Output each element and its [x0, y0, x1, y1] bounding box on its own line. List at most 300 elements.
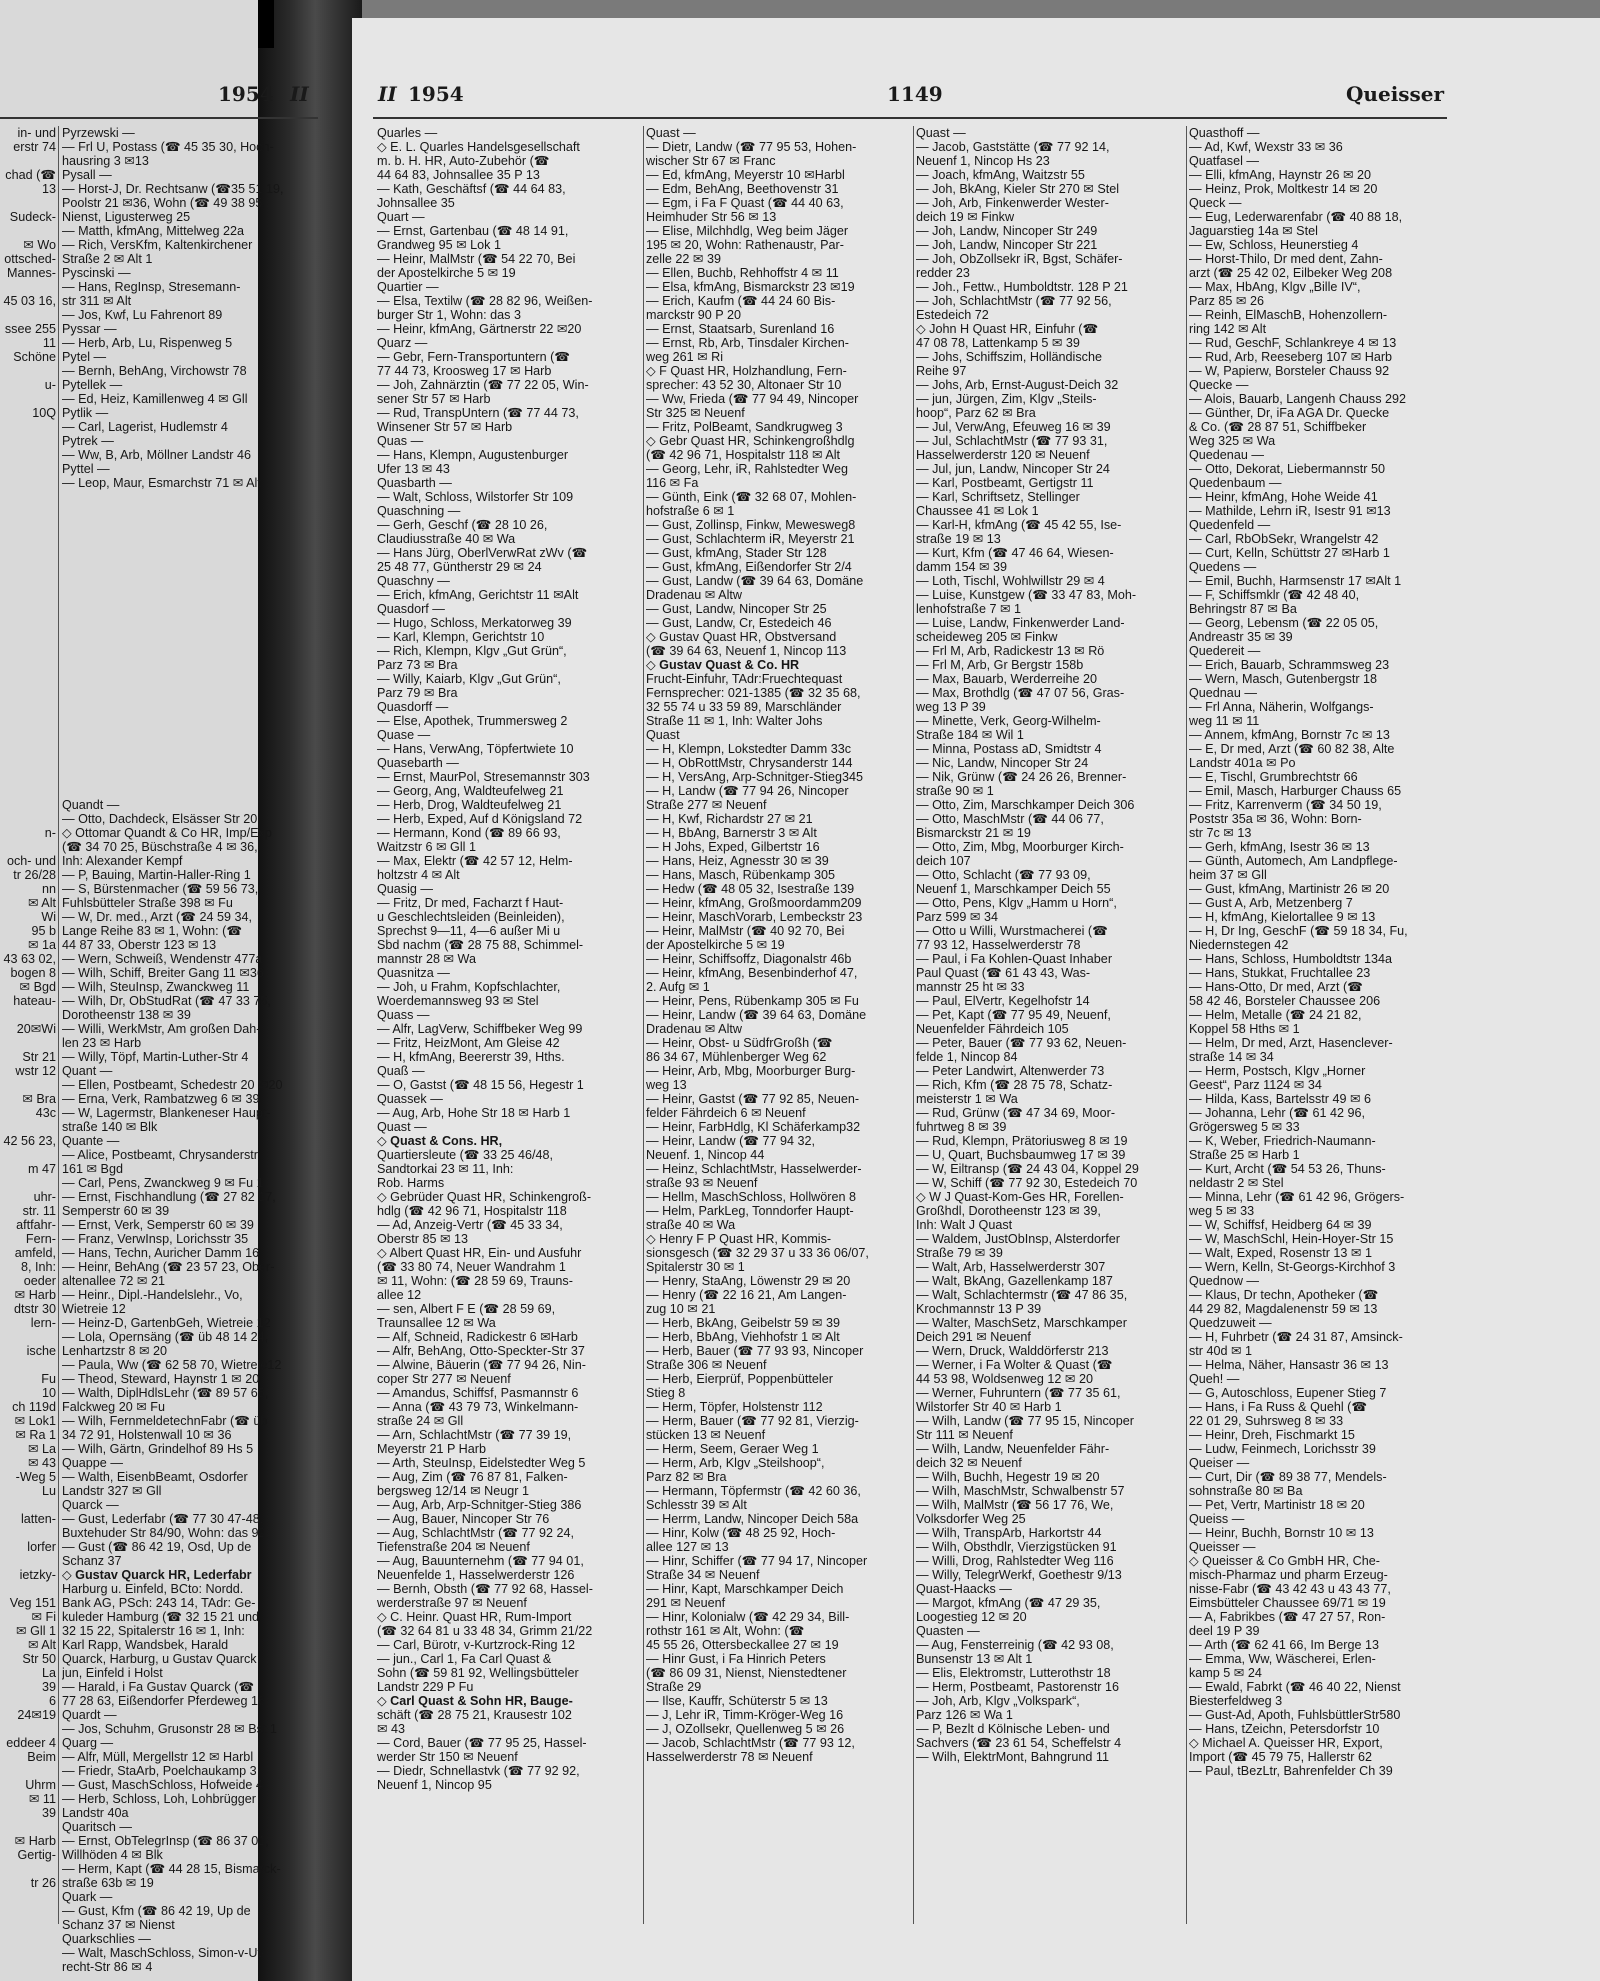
margin-fragment: 10Q [32, 406, 56, 420]
margin-fragment: 8, Inh: [20, 1260, 56, 1274]
directory-entry: 32 15 22, Spitalerstr 16 ✉ 1, Inh: [62, 1624, 245, 1638]
directory-entry: ◇ E. L. Quarles Handelsgesellschaft [377, 140, 580, 154]
directory-entry: Spitalerstr 30 ✉ 1 [646, 1260, 745, 1274]
directory-entry: (☎ 33 80 74, Neuer Wandrahm 1 [377, 1260, 566, 1274]
directory-entry: — Peter Landwirt, Altenwerder 73 [916, 1064, 1105, 1078]
directory-entry: Straße 79 ✉ 39 [916, 1246, 1003, 1260]
directory-entry: — Hedw (☎ 48 05 32, Isestraße 139 [646, 882, 855, 896]
directory-entry: — W, Schiffsf, Heidberg 64 ✉ 39 [1189, 1218, 1372, 1232]
directory-entry [62, 574, 320, 588]
directory-entry: — Fritz, Dr med, Facharzt f Haut- [377, 896, 564, 910]
directory-entry: — Gust, MaschSchloss, Hofweide 4 [62, 1778, 263, 1792]
margin-fragment [0, 1554, 56, 1568]
directory-entry: — Ww, B, Arb, Möllner Landstr 46 [62, 448, 251, 462]
directory-entry: — Heinz, SchlachtMstr, Hasselwerder- [646, 1162, 862, 1176]
directory-entry: — Rud, GeschF, Schlankreye 4 ✉ 13 [1189, 336, 1397, 350]
surname-heading: Quappe — [62, 1456, 123, 1470]
directory-entry: ◇ Gebr Quast HR, Schinkengroßhdlg [646, 434, 855, 448]
directory-entry: — Ellen, Buchb, Rehhoffstr 4 ✉ 11 [646, 266, 839, 280]
directory-entry: — H, Kwf, Richardstr 27 ✉ 21 [646, 812, 813, 826]
directory-entry: — Rich, VersKfm, Kaltenkirchener [62, 238, 253, 252]
directory-entry: Wietreie 12 [62, 1302, 126, 1316]
directory-entry: hausring 3 ✉13 [62, 154, 149, 168]
directory-entry: deel 19 P 39 [1189, 1624, 1260, 1638]
directory-entry: Chaussee 41 ✉ Lok 1 [916, 504, 1039, 518]
margin-fragment: str. 11 [22, 1204, 56, 1218]
directory-entry: — Margot, kfmAng (☎ 47 29 35, [916, 1596, 1101, 1610]
directory-entry: Straße 29 [646, 1680, 702, 1694]
directory-entry: mannstr 25 ht ✉ 33 [916, 980, 1025, 994]
surname-heading: Quartier — [377, 280, 439, 294]
directory-entry: (☎ 32 64 81 u 33 48 34, Grimm 21/22 [377, 1624, 593, 1638]
directory-entry: — Ilse, Kauffr, Schüterstr 5 ✉ 13 [646, 1694, 828, 1708]
directory-entry: — Herm, Postsch, Klgv „Horner [1189, 1064, 1366, 1078]
directory-entry: — Rich, Kfm (☎ 28 75 78, Schatz- [916, 1078, 1113, 1092]
directory-entry: — Erich, Kaufm (☎ 44 24 60 Bis- [646, 294, 836, 308]
directory-entry: felder Fährdeich 6 ✉ Neuenf [646, 1106, 806, 1120]
margin-fragment: ✉ Lok1 [14, 1414, 56, 1428]
directory-entry: — Hans, Heiz, Agnesstr 30 ✉ 39 [646, 854, 829, 868]
directory-entry: — Gust, Schlachterm iR, Meyerstr 21 [646, 532, 855, 546]
directory-entry: — Hans, Klempn, Augustenburger [377, 448, 569, 462]
directory-entry: — Herm, Arb, Klgv „Steilshoop“, [646, 1456, 825, 1470]
directory-entry: — Gust, kfmAng, Stader Str 128 [646, 546, 827, 560]
directory-entry: Bunsenstr 13 ✉ Alt 1 [916, 1652, 1033, 1666]
directory-entry: — Jos, Schuhm, Grusonstr 28 ✉ Bst 1 [62, 1722, 277, 1736]
directory-entry: Poolstr 21 ✉36, Wohn (☎ 49 38 95, [62, 196, 266, 210]
surname-heading: Quatfasel — [1189, 154, 1259, 168]
directory-entry: sohnstraße 80 ✉ Ba [1189, 1484, 1303, 1498]
margin-fragment [0, 1582, 56, 1596]
margin-fragment: ietzky- [19, 1568, 56, 1582]
margin-fragment: Str 21 [22, 1050, 56, 1064]
directory-entry: — Herm, Bauer (☎ 77 92 81, Vierzig- [646, 1414, 859, 1428]
directory-entry: — Hans-Otto, Dr med, Arzt (☎ [1189, 980, 1363, 994]
directory-entry: — Heinr, kfmAng, Besenbinderhof 47, [646, 966, 858, 980]
directory-entry: 44 87 33, Oberstr 123 ✉ 13 [62, 938, 217, 952]
directory-entry: — H, Landw (☎ 77 94 26, Nincoper [646, 784, 849, 798]
directory-entry: — Joh, u Frahm, Kopfschlachter, [377, 980, 561, 994]
margin-fragment: uhr- [33, 1190, 56, 1204]
directory-entry: — Alois, Bauarb, Langenh Chauss 292 [1189, 392, 1407, 406]
directory-entry: schäft (☎ 28 75 21, Krausestr 102 [377, 1708, 572, 1722]
directory-entry: — Heinr, Landw (☎ 77 94 32, [646, 1134, 816, 1148]
directory-entry: — Herm, Töpfer, Holstenstr 112 [646, 1400, 823, 1414]
directory-entry: — Wern, Druck, Walddörferstr 213 [916, 1344, 1109, 1358]
margin-fragment: ✉ Gll 1 [16, 1624, 56, 1638]
margin-fragment: 39 [41, 1680, 56, 1694]
surname-heading: Quasten — [916, 1624, 980, 1638]
margin-fragment [0, 364, 56, 378]
directory-entry: — Wern, Masch, Gutenbergstr 18 [1189, 672, 1378, 686]
directory-entry: — Hans, VerwAng, Töpfertwiete 10 [377, 742, 574, 756]
margin-fragment: Uhrm [25, 1778, 56, 1792]
directory-entry: — Hans Jürg, OberlVerwRat zWv (☎ [377, 546, 588, 560]
directory-entry: Fuhlsbütteler Straße 398 ✉ Fu [62, 896, 233, 910]
directory-entry: Tiefenstraße 204 ✉ Neuenf [377, 1540, 530, 1554]
margin-fragment [0, 196, 56, 210]
margin-fragment: amfeld, [14, 1246, 56, 1260]
directory-entry: — Gust, Kfm (☎ 86 42 19, Up de [62, 1904, 251, 1918]
directory-entry: Niedernstegen 42 [1189, 938, 1289, 952]
directory-entry: — Henry (☎ 22 16 21, Am Langen- [646, 1288, 847, 1302]
surname-heading: Pytel — [62, 350, 107, 364]
margin-fragment: ✉ Harb [14, 1834, 56, 1848]
directory-entry: Neuenf 1, Nincop Hs 23 [916, 154, 1050, 168]
directory-entry: — Alice, Postbeamt, Chrysanderstr [62, 1148, 258, 1162]
directory-entry: — Hermann, Töpfermstr (☎ 42 60 36, [646, 1484, 861, 1498]
surname-heading: Quarg — [62, 1736, 114, 1750]
directory-entry: — Arth (☎ 62 41 66, Im Berge 13 [1189, 1638, 1379, 1652]
directory-entry: — Heinz-D, GartenbGeh, Wietreie 12 [62, 1316, 271, 1330]
directory-entry: Neuenf 1, Nincop 95 [377, 1778, 492, 1792]
margin-fragment [0, 588, 56, 602]
surname-heading: Quednau — [1189, 686, 1257, 700]
directory-entry: — Johanna, Lehr (☎ 61 42 96, [1189, 1106, 1366, 1120]
directory-entry: — Gust, kfmAng, Martinistr 26 ✉ 20 [1189, 882, 1390, 896]
surname-heading: Quandt — [62, 798, 120, 812]
directory-entry: — H, VersAng, Arp-Schnitger-Stieg345 [646, 770, 864, 784]
directory-entry: — Anna (☎ 43 79 73, Winkelmann- [377, 1400, 579, 1414]
column-separator [58, 126, 59, 1924]
directory-entry: — Helma, Näher, Hansastr 36 ✉ 13 [1189, 1358, 1389, 1372]
directory-entry: — E, Tischl, Grumbrechtstr 66 [1189, 770, 1358, 784]
directory-entry: ◇ F Quast HR, Holzhandlung, Fern- [646, 364, 847, 378]
directory-entry: — Heinr, Landw (☎ 39 64 63, Domäne [646, 1008, 867, 1022]
directory-column-1 [377, 126, 639, 1792]
directory-entry [62, 658, 320, 672]
directory-entry: — Ed, kfmAng, Meyerstr 10 ✉Harbl [646, 168, 845, 182]
directory-entry: ◇ Carl Quast & Sohn HR, Bauge- [377, 1694, 573, 1708]
directory-entry: — Luise, Landw, Finkenwerder Land- [916, 616, 1125, 630]
directory-entry: — Jacob, Gaststätte (☎ 77 92 14, [916, 140, 1110, 154]
directory-entry: Traunsallee 12 ✉ Wa [377, 1316, 496, 1330]
directory-column-3 [916, 126, 1182, 1764]
directory-entry: Neuenf 1, Marschkamper Deich 55 [916, 882, 1111, 896]
margin-fragment [0, 728, 56, 742]
directory-entry: Poststr 35a ✉ 36, Wohn: Born- [1189, 812, 1362, 826]
directory-entry: — U, Quart, Buchsbaumweg 17 ✉ 39 [916, 1148, 1126, 1162]
directory-entry: Rob. Harms [377, 1176, 445, 1190]
directory-entry: ◇ W J Quast-Kom-Ges HR, Forellen- [916, 1190, 1124, 1204]
directory-entry: — Karl, Postbeamt, Gertigstr 11 [916, 476, 1094, 490]
surname-heading: Quarz — [377, 336, 428, 350]
directory-entry: 291 ✉ Neuenf [646, 1596, 726, 1610]
directory-entry: — Alf, Schneid, Radickestr 6 ✉Harb [377, 1330, 578, 1344]
directory-entry: Claudiusstraße 40 ✉ Wa [377, 532, 516, 546]
directory-entry: — Joh, BkAng, Kieler Str 270 ✉ Stel [916, 182, 1120, 196]
directory-entry: 22 01 29, Suhrsweg 8 ✉ 33 [1189, 1414, 1344, 1428]
directory-entry: Estedeich 72 [916, 308, 989, 322]
directory-entry: misch-Pharmaz und pharm Erzeug- [1189, 1568, 1388, 1582]
surname-heading: Quasthoff — [1189, 126, 1260, 140]
surname-heading: Quaritsch — [62, 1820, 132, 1834]
directory-entry: Bank AG, PSch: 243 14, TAdr: Ge- [62, 1596, 256, 1610]
directory-entry: jun, Einfeld i Holst [62, 1666, 163, 1680]
margin-fragment [0, 616, 56, 630]
directory-entry: — W, MaschSchl, Hein-Hoyer-Str 15 [1189, 1232, 1394, 1246]
margin-fragment: lorfer [27, 1540, 56, 1554]
directory-entry: — Heinr, kfmAng, Gärtnerstr 22 ✉20 [377, 322, 582, 336]
directory-entry: — Otto u Willi, Wurstmacherei (☎ [916, 924, 1108, 938]
directory-entry: hoop“, Parz 62 ✉ Bra [916, 406, 1036, 420]
margin-fragment: bogen 8 [10, 966, 56, 980]
directory-entry: — Ernst, Gartenbau (☎ 48 14 91, [377, 224, 569, 238]
directory-entry: — Carl, Pens, Zwanckweg 9 ✉ Fu 1 [62, 1176, 264, 1190]
directory-entry: Bismarckstr 21 ✉ 19 [916, 826, 1031, 840]
directory-entry: — Theod, Steward, Haynstr 1 ✉ 20 [62, 1372, 260, 1386]
directory-entry: Jaguarstieg 14a ✉ Stel [1189, 224, 1318, 238]
directory-entry: — Walt, Schlachtermstr (☎ 47 86 35, [916, 1288, 1128, 1302]
directory-entry: straße 40 ✉ Wa [646, 1218, 736, 1232]
directory-entry: — Heinr, kfmAng, Hohe Weide 41 [1189, 490, 1378, 504]
margin-fragment [0, 154, 56, 168]
directory-entry: — Rich, Klempn, Klgv „Gut Grün“, [377, 644, 567, 658]
directory-entry: — Heinr, BehAng (☎ 23 57 23, Ober- [62, 1260, 275, 1274]
directory-entry: — Alfr, BehAng, Otto-Speckter-Str 37 [377, 1344, 585, 1358]
margin-fragment: nn [41, 882, 56, 896]
surname-heading: Quedens — [1189, 560, 1257, 574]
directory-column-2 [646, 126, 908, 1764]
directory-entry: — Aug, Bauunternehm (☎ 77 94 01, [377, 1554, 584, 1568]
margin-fragment: ✉ Wo [23, 238, 56, 252]
surname-heading: Quant — [62, 1064, 113, 1078]
directory-entry: — Georg, Lebensm (☎ 22 05 05, [1189, 616, 1379, 630]
directory-entry: Weg 325 ✉ Wa [1189, 434, 1276, 448]
directory-entry: — Elsa, kfmAng, Bismarckstr 23 ✉19 [646, 280, 855, 294]
directory-entry: Paul Quast (☎ 61 43 43, Was- [916, 966, 1091, 980]
directory-entry: stücken 13 ✉ Neuenf [646, 1428, 766, 1442]
margin-fragment: 10 [41, 1386, 56, 1400]
directory-entry [62, 644, 320, 658]
directory-entry [62, 532, 320, 546]
directory-entry [62, 700, 320, 714]
margin-fragment: chad (☎ [5, 168, 56, 182]
directory-entry: Inh: Alexander Kempf [62, 854, 183, 868]
directory-entry: — Edm, BehAng, Beethovenstr 31 [646, 182, 839, 196]
directory-entry: — Otto, Pens, Klgv „Hamm u Horn“, [916, 896, 1117, 910]
directory-entry: ◇ Gustav Quarck HR, Lederfabr [62, 1568, 252, 1582]
directory-entry: — Alfr, LagVerw, Schiffbeker Weg 99 [377, 1022, 583, 1036]
directory-entry: — Walt, BkAng, Gazellenkamp 187 [916, 1274, 1113, 1288]
directory-entry: weg 13 P 39 [916, 700, 986, 714]
directory-entry: — Hans, Techn, Auricher Damm 16 [62, 1246, 260, 1260]
directory-entry: — H Johs, Exped, Gilbertstr 16 [646, 840, 820, 854]
directory-entry: — J, OZollsekr, Quellenweg 5 ✉ 26 [646, 1722, 845, 1736]
margin-fragment: m 47 [28, 1162, 56, 1176]
margin-fragment [0, 560, 56, 574]
directory-entry: Buxtehuder Str 84/90, Wohn: das 92 [62, 1526, 266, 1540]
surname-heading: Quedenau — [1189, 448, 1264, 462]
directory-entry: — Luise, Kunstgew (☎ 33 47 83, Moh- [916, 588, 1137, 602]
margin-fragment [0, 742, 56, 756]
surname-heading: Quarkschlies — [62, 1932, 151, 1946]
directory-entry: — Frl Anna, Näherin, Wolfgangs- [1189, 700, 1374, 714]
margin-fragment: oeder [23, 1274, 56, 1288]
directory-entry: — Hans, Masch, Rübenkamp 305 [646, 868, 835, 882]
directory-entry: — Erich, Bauarb, Schrammsweg 23 [1189, 658, 1390, 672]
directory-entry: — Rud, Klempn, Prätoriusweg 8 ✉ 19 [916, 1134, 1128, 1148]
directory-entry: — Egm, i Fa F Quast (☎ 44 40 63, [646, 196, 844, 210]
directory-entry: — Elis, Elektromstr, Lutterothstr 18 [916, 1666, 1111, 1680]
margin-fragment: ch 119d [12, 1400, 56, 1414]
margin-fragment [0, 574, 56, 588]
directory-entry: scheideweg 205 ✉ Finkw [916, 630, 1058, 644]
directory-entry: — Gust, Lederfabr (☎ 77 30 47-48, [62, 1512, 264, 1526]
directory-entry: Frucht-Einfuhr, TAdr:Fruechtequast [646, 672, 843, 686]
directory-entry: — P, Bauing, Martin-Haller-Ring 1 [62, 868, 251, 882]
directory-entry: — Günther, Dr, iFa AGA Dr. Quecke [1189, 406, 1390, 420]
directory-entry [62, 630, 320, 644]
directory-entry [62, 518, 320, 532]
right-page-volume: II [378, 82, 397, 106]
surname-heading: Quaschny — [377, 574, 450, 588]
directory-entry: ◇ Gustav Quast & Co. HR [646, 658, 800, 672]
margin-fragment: Lu [41, 1484, 56, 1498]
directory-entry: ◇ Gustav Quast HR, Obstversand [646, 630, 837, 644]
directory-entry: Straße 277 ✉ Neuenf [646, 798, 767, 812]
directory-entry: — Gust, Landw (☎ 39 64 63, Domäne [646, 574, 864, 588]
margin-fragment: Wi [41, 910, 56, 924]
page-number: 1149 [887, 82, 943, 106]
directory-entry: Behringstr 87 ✉ Ba [1189, 602, 1297, 616]
directory-entry: — H, Dr Ing, GeschF (☎ 59 18 34, Fu, [1189, 924, 1408, 938]
margin-fragment: ✉ Bra [22, 1092, 56, 1106]
directory-entry: — Max, HbAng, Klgv „Bille IV“, [1189, 280, 1361, 294]
surname-heading: Quass — [377, 1008, 430, 1022]
margin-fragment: 6 [48, 1694, 56, 1708]
margin-fragment: 20✉Wi [16, 1022, 56, 1036]
directory-entry: — Günth, Automech, Am Landpflege- [1189, 854, 1398, 868]
directory-entry: — Elise, Milchhdlg, Weg beim Jäger [646, 224, 849, 238]
surname-heading: Quaschning — [377, 504, 461, 518]
directory-entry: lenhofstraße 7 ✉ 1 [916, 602, 1022, 616]
surname-heading: Quasdorff — [377, 700, 449, 714]
margin-fragment: Fu [41, 1372, 56, 1386]
directory-entry: — Max, Bauarb, Werderreihe 20 [916, 672, 1098, 686]
directory-entry [62, 560, 320, 574]
directory-entry: — Aug, Arb, Arp-Schnitger-Stieg 386 [377, 1498, 582, 1512]
margin-fragment [0, 1526, 56, 1540]
directory-entry: (☎ 34 70 25, Büschstraße 4 ✉ 36, [62, 840, 258, 854]
left-header-rule [0, 117, 318, 119]
margin-fragment [0, 1078, 56, 1092]
surname-heading: Quasnitza — [377, 966, 450, 980]
margin-fragment: Schöne [13, 350, 56, 364]
directory-entry: — Heinr, MalMstr (☎ 40 92 70, Bei [646, 924, 845, 938]
directory-entry: — W, Papierw, Borsteler Chauss 92 [1189, 364, 1390, 378]
directory-entry: Landstr 40a [62, 1806, 129, 1820]
directory-entry: — Herb, Arb, Lu, Rispenweg 5 [62, 336, 233, 350]
directory-entry: Str 111 ✉ Neuenf [916, 1428, 1013, 1442]
directory-entry: neldastr 2 ✉ Stel [1189, 1176, 1284, 1190]
directory-entry: heim 37 ✉ Gll [1189, 868, 1267, 882]
directory-entry: Neuenf. 1, Nincop 44 [646, 1148, 765, 1162]
directory-entry: sener Str 57 ✉ Harb [377, 392, 491, 406]
directory-entry: (☎ 42 96 71, Hospitalstr 118 ✉ Alt [646, 448, 841, 462]
surname-heading: Quassek — [377, 1092, 443, 1106]
directory-entry: weg 13 [646, 1078, 687, 1092]
directory-entry: — Karl-H, kfmAng (☎ 45 42 55, Ise- [916, 518, 1122, 532]
directory-entry: — Henry, StaAng, Löwenstr 29 ✉ 20 [646, 1274, 851, 1288]
surname-heading: Quart — [377, 210, 425, 224]
directory-entry: Oberstr 85 ✉ 13 [377, 1232, 469, 1246]
directory-entry: — Gust, Landw, Cr, Estedeich 46 [646, 616, 832, 630]
margin-fragment [0, 546, 56, 560]
directory-entry: — Hans, Stukkat, Fruchtallee 23 [1189, 966, 1371, 980]
directory-entry: Semperstr 60 ✉ 39 [62, 1204, 170, 1218]
directory-entry: — Carl, Lagerist, Hudlemstr 4 [62, 420, 228, 434]
margin-fragment [0, 798, 56, 812]
directory-entry: — Fritz, HeizMont, Am Gleise 42 [377, 1036, 560, 1050]
margin-fragment [0, 1008, 56, 1022]
directory-entry: — Waldem, JustObInsp, Alsterdorfer [916, 1232, 1120, 1246]
directory-entry: Inh: Walt J Quast [916, 1218, 1013, 1232]
directory-entry: — Karl, Schriftsetz, Stellinger [916, 490, 1080, 504]
directory-entry: — Dietr, Landw (☎ 77 95 53, Hohen- [646, 140, 857, 154]
margin-fragment: Fern- [25, 1232, 56, 1246]
directory-entry: — Hinr, Kolonialw (☎ 42 29 34, Bill- [646, 1610, 850, 1624]
directory-entry: — Helm, Dr med, Arzt, Hasenclever- [1189, 1036, 1393, 1050]
directory-entry: — Wilh, Landw, Neuenfelder Fähr- [916, 1442, 1110, 1456]
directory-entry: coper Str 277 ✉ Neuenf [377, 1372, 511, 1386]
directory-entry: Import (☎ 45 79 75, Hallerstr 62 [1189, 1750, 1372, 1764]
directory-entry: — Walth, DiplHdlsLehr (☎ 89 57 66, [62, 1386, 269, 1400]
directory-entry: — Walt, Exped, Rosenstr 13 ✉ 1 [1189, 1246, 1372, 1260]
directory-entry: — Erna, Verk, Rambatzweg 6 ✉ 39 [62, 1092, 260, 1106]
directory-entry [62, 756, 320, 770]
margin-fragment: wstr 12 [15, 1064, 56, 1078]
directory-entry: — Aug, Fensterreinig (☎ 42 93 08, [916, 1638, 1114, 1652]
directory-entry: — Gust-Ad, Apoth, FuhlsbüttlerStr580 [1189, 1708, 1401, 1722]
directory-entry: Geest“, Parz 1124 ✉ 34 [1189, 1078, 1322, 1092]
margin-fragment: ische [26, 1344, 56, 1358]
directory-entry: (☎ 86 09 31, Nienst, Nienstedtener [646, 1666, 847, 1680]
directory-entry: — W, Lagermstr, Blankeneser Haupt- [62, 1106, 271, 1120]
directory-entry: — H, kfmAng, Beererstr 39, Hths. [377, 1050, 565, 1064]
left-page-volume: II [290, 82, 309, 106]
directory-entry: — Bernh, Obsth (☎ 77 92 68, Hassel- [377, 1582, 593, 1596]
directory-entry: — Johs, Arb, Ernst-August-Deich 32 [916, 378, 1119, 392]
directory-entry: — Hinr Gust, i Fa Hinrich Peters [646, 1652, 826, 1666]
directory-entry: — Heinr, Dreh, Fischmarkt 15 [1189, 1428, 1355, 1442]
surname-heading: Quarck — [62, 1498, 119, 1512]
margin-fragment [0, 462, 56, 476]
directory-entry [62, 490, 320, 504]
directory-entry: str 40d ✉ 1 [1189, 1344, 1253, 1358]
directory-entry: — Hinr, Kolw (☎ 48 25 92, Hoch- [646, 1526, 836, 1540]
directory-entry: — H, Klempn, Lokstedter Damm 33c [646, 742, 852, 756]
directory-entry [62, 588, 320, 602]
directory-entry: — Hans, tZeichn, Petersdorfstr 10 [1189, 1722, 1380, 1736]
header-rule [373, 117, 1447, 119]
directory-entry: — Walt, Schloss, Wilstorfer Str 109 [377, 490, 574, 504]
directory-entry: — Emil, Buchh, Harmsenstr 17 ✉Alt 1 [1189, 574, 1402, 588]
directory-entry: — Eug, Lederwarenfabr (☎ 40 88 18, [1189, 210, 1403, 224]
directory-entry: — Ad, Kwf, Wexstr 33 ✉ 36 [1189, 140, 1343, 154]
directory-entry: — A, Fabrikbes (☎ 47 27 57, Ron- [1189, 1610, 1386, 1624]
column-separator [913, 126, 914, 1924]
directory-entry: 77 93 12, Hasselwerderstr 78 [916, 938, 1081, 952]
directory-entry: — G, Autoschloss, Eupener Stieg 7 [1189, 1386, 1387, 1400]
directory-entry: (☎ 39 64 63, Neuenf 1, Nincop 113 [646, 644, 847, 658]
surname-heading: Queiss — [1189, 1512, 1245, 1526]
directory-entry: — Wilh, Obsthdlr, Vierzigstücken 91 [916, 1540, 1117, 1554]
margin-fragment [0, 1148, 56, 1162]
directory-entry: — Gust A, Arb, Metzenberg 7 [1189, 896, 1353, 910]
directory-entry: Woerdemannsweg 93 ✉ Stel [377, 994, 539, 1008]
directory-entry: 47 08 78, Lattenkamp 5 ✉ 39 [916, 336, 1080, 350]
